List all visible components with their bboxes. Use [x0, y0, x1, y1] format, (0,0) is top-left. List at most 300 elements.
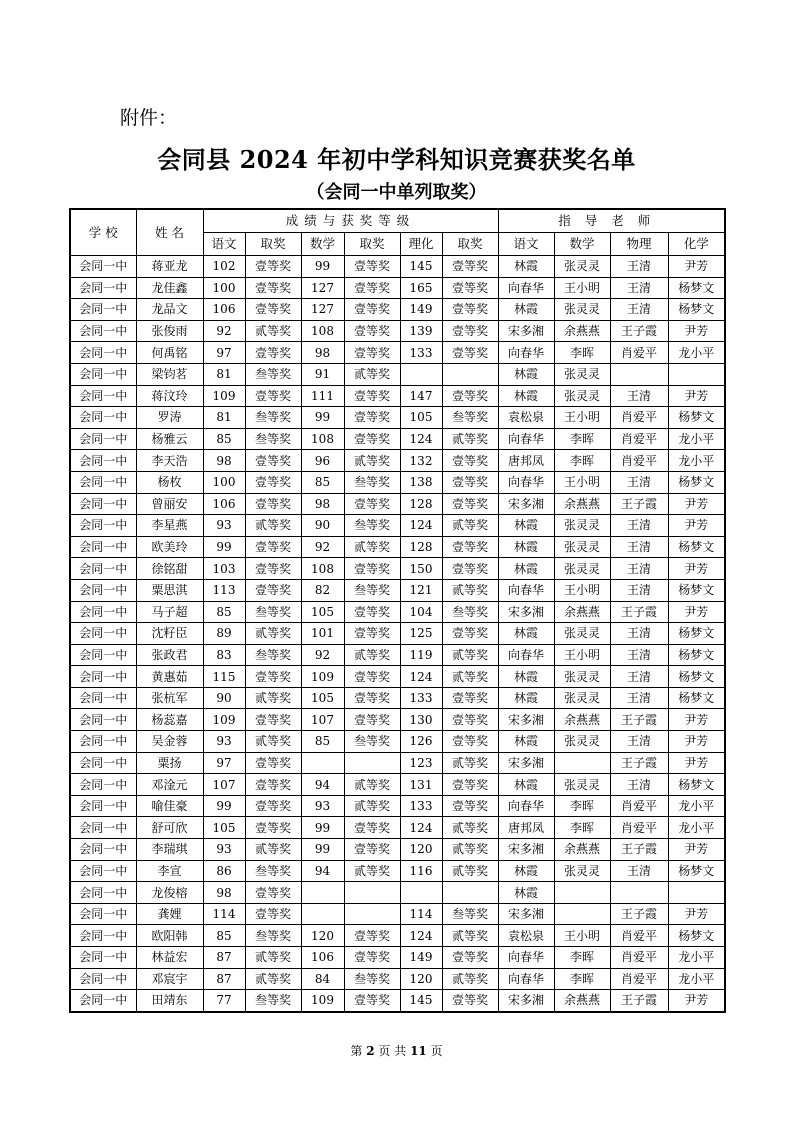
table-row	[70, 536, 725, 558]
science-score-cell: 120	[400, 839, 442, 861]
math-score-cell: 120	[301, 925, 344, 947]
name-cell: 龙俊榕	[136, 882, 203, 904]
teacher-physics-cell: 王清	[610, 256, 668, 278]
math-score-cell: 98	[301, 342, 344, 364]
science-award-cell: 壹等奖	[442, 990, 498, 1012]
teacher-chemistry-cell: 龙小平	[668, 968, 725, 990]
science-score-cell: 138	[400, 471, 442, 493]
chinese-score-cell: 81	[203, 407, 245, 429]
chinese-award-cell: 叁等奖	[245, 925, 301, 947]
name-cell: 杨雅云	[136, 428, 203, 450]
chinese-score-cell: 97	[203, 342, 245, 364]
teacher-math-cell: 王小明	[554, 277, 610, 299]
teacher-math-cell: 余燕燕	[554, 493, 610, 515]
header-school: 学 校	[70, 209, 136, 256]
teacher-physics-cell: 肖爱平	[610, 342, 668, 364]
name-cell: 张政君	[136, 644, 203, 666]
table-row	[70, 623, 725, 645]
science-score-cell	[400, 882, 442, 904]
school-cell: 会同一中	[70, 342, 136, 364]
science-score-cell: 124	[400, 666, 442, 688]
chinese-score-cell: 102	[203, 256, 245, 278]
math-award-cell: 贰等奖	[344, 795, 400, 817]
science-award-cell: 贰等奖	[442, 515, 498, 537]
math-score-cell	[301, 903, 344, 925]
teacher-chemistry-cell: 杨梦文	[668, 471, 725, 493]
math-score-cell: 108	[301, 320, 344, 342]
science-award-cell: 壹等奖	[442, 299, 498, 321]
name-cell: 邓宸宇	[136, 968, 203, 990]
teacher-math-cell: 王小明	[554, 471, 610, 493]
table-row	[70, 407, 725, 429]
name-cell: 李星燕	[136, 515, 203, 537]
teacher-physics-cell: 肖爱平	[610, 450, 668, 472]
science-score-cell: 139	[400, 320, 442, 342]
science-score-cell: 126	[400, 731, 442, 753]
teacher-chinese-cell: 袁松泉	[498, 407, 554, 429]
teacher-physics-cell: 王子霞	[610, 903, 668, 925]
science-score-cell	[400, 363, 442, 385]
math-award-cell: 壹等奖	[344, 623, 400, 645]
teacher-chemistry-cell: 尹芳	[668, 903, 725, 925]
chinese-award-cell: 壹等奖	[245, 450, 301, 472]
table-row	[70, 644, 725, 666]
table-row	[70, 363, 725, 385]
table-row	[70, 385, 725, 407]
school-cell: 会同一中	[70, 450, 136, 472]
chinese-award-cell: 叁等奖	[245, 644, 301, 666]
math-score-cell: 99	[301, 407, 344, 429]
chinese-score-cell: 89	[203, 623, 245, 645]
science-score-cell: 121	[400, 579, 442, 601]
math-award-cell: 壹等奖	[344, 925, 400, 947]
chinese-award-cell: 壹等奖	[245, 558, 301, 580]
school-cell: 会同一中	[70, 774, 136, 796]
math-score-cell: 96	[301, 450, 344, 472]
table-row	[70, 558, 725, 580]
footer-page-number: 2	[366, 1044, 375, 1058]
chinese-award-cell: 壹等奖	[245, 536, 301, 558]
teacher-math-cell: 张灵灵	[554, 774, 610, 796]
chinese-score-cell: 98	[203, 882, 245, 904]
teacher-physics-cell: 王清	[610, 623, 668, 645]
science-award-cell: 壹等奖	[442, 450, 498, 472]
teacher-physics-cell: 王清	[610, 666, 668, 688]
chinese-award-cell: 叁等奖	[245, 990, 301, 1012]
table-row	[70, 774, 725, 796]
chinese-award-cell: 叁等奖	[245, 860, 301, 882]
teacher-chemistry-cell: 龙小平	[668, 428, 725, 450]
math-score-cell: 99	[301, 817, 344, 839]
science-score-cell: 150	[400, 558, 442, 580]
math-award-cell: 叁等奖	[344, 968, 400, 990]
science-score-cell: 131	[400, 774, 442, 796]
teacher-math-cell: 张灵灵	[554, 623, 610, 645]
chinese-award-cell: 壹等奖	[245, 471, 301, 493]
math-award-cell: 贰等奖	[344, 536, 400, 558]
header-teacher-math: 数学	[554, 233, 610, 256]
school-cell: 会同一中	[70, 709, 136, 731]
chinese-score-cell: 83	[203, 644, 245, 666]
teacher-chinese-cell: 宋多湘	[498, 320, 554, 342]
science-award-cell: 壹等奖	[442, 623, 498, 645]
math-award-cell: 壹等奖	[344, 990, 400, 1012]
math-award-cell: 壹等奖	[344, 601, 400, 623]
chinese-award-cell: 壹等奖	[245, 752, 301, 774]
teacher-chemistry-cell: 杨梦文	[668, 687, 725, 709]
math-award-cell: 壹等奖	[344, 666, 400, 688]
math-award-cell: 壹等奖	[344, 428, 400, 450]
chinese-award-cell: 贰等奖	[245, 515, 301, 537]
teacher-math-cell: 张灵灵	[554, 666, 610, 688]
chinese-award-cell: 贰等奖	[245, 623, 301, 645]
name-cell: 吴金蓉	[136, 731, 203, 753]
teacher-chinese-cell: 林霞	[498, 558, 554, 580]
chinese-score-cell: 87	[203, 968, 245, 990]
chinese-score-cell: 90	[203, 687, 245, 709]
header-chinese-score: 语文	[203, 233, 245, 256]
teacher-chemistry-cell: 杨梦文	[668, 277, 725, 299]
chinese-score-cell: 98	[203, 450, 245, 472]
teacher-physics-cell: 王清	[610, 687, 668, 709]
teacher-math-cell: 张灵灵	[554, 687, 610, 709]
science-award-cell: 壹等奖	[442, 536, 498, 558]
teacher-math-cell: 张灵灵	[554, 256, 610, 278]
school-cell: 会同一中	[70, 882, 136, 904]
chinese-score-cell: 85	[203, 428, 245, 450]
teacher-chemistry-cell: 尹芳	[668, 385, 725, 407]
name-cell: 李瑞琪	[136, 839, 203, 861]
chinese-award-cell: 壹等奖	[245, 795, 301, 817]
teacher-chinese-cell: 唐邦凤	[498, 817, 554, 839]
math-score-cell: 92	[301, 536, 344, 558]
teacher-chinese-cell: 宋多湘	[498, 601, 554, 623]
teacher-physics-cell: 肖爱平	[610, 817, 668, 839]
teacher-physics-cell: 肖爱平	[610, 947, 668, 969]
math-score-cell: 91	[301, 363, 344, 385]
math-score-cell: 98	[301, 493, 344, 515]
name-cell: 杨蕊嘉	[136, 709, 203, 731]
math-score-cell: 85	[301, 731, 344, 753]
math-score-cell: 94	[301, 774, 344, 796]
math-score-cell: 108	[301, 428, 344, 450]
table-row	[70, 450, 725, 472]
teacher-chemistry-cell: 杨梦文	[668, 860, 725, 882]
teacher-chemistry-cell: 龙小平	[668, 450, 725, 472]
science-award-cell: 壹等奖	[442, 342, 498, 364]
teacher-physics-cell: 王子霞	[610, 320, 668, 342]
chinese-award-cell: 叁等奖	[245, 363, 301, 385]
teacher-math-cell: 王小明	[554, 579, 610, 601]
table-row	[70, 882, 725, 904]
school-cell: 会同一中	[70, 277, 136, 299]
math-score-cell: 90	[301, 515, 344, 537]
teacher-math-cell: 李晖	[554, 947, 610, 969]
teacher-chemistry-cell: 杨梦文	[668, 299, 725, 321]
name-cell: 粟思淇	[136, 579, 203, 601]
chinese-score-cell: 114	[203, 903, 245, 925]
chinese-score-cell: 109	[203, 385, 245, 407]
science-score-cell: 104	[400, 601, 442, 623]
science-award-cell: 壹等奖	[442, 558, 498, 580]
teacher-chinese-cell: 宋多湘	[498, 752, 554, 774]
math-award-cell: 壹等奖	[344, 558, 400, 580]
teacher-chinese-cell: 林霞	[498, 774, 554, 796]
table-header	[70, 209, 725, 256]
footer-total-pages: 11	[410, 1044, 427, 1058]
science-award-cell: 贰等奖	[442, 968, 498, 990]
science-score-cell: 120	[400, 968, 442, 990]
math-score-cell: 82	[301, 579, 344, 601]
name-cell: 粟扬	[136, 752, 203, 774]
teacher-chinese-cell: 林霞	[498, 256, 554, 278]
table-row	[70, 601, 725, 623]
table-row	[70, 709, 725, 731]
chinese-score-cell: 113	[203, 579, 245, 601]
chinese-award-cell: 壹等奖	[245, 666, 301, 688]
teacher-math-cell	[554, 882, 610, 904]
teacher-chemistry-cell: 尹芳	[668, 256, 725, 278]
table-row	[70, 817, 725, 839]
teacher-chinese-cell: 向春华	[498, 579, 554, 601]
teacher-chemistry-cell: 尹芳	[668, 731, 725, 753]
table-row	[70, 493, 725, 515]
name-cell: 舒可欣	[136, 817, 203, 839]
science-award-cell: 贰等奖	[442, 579, 498, 601]
chinese-award-cell: 叁等奖	[245, 428, 301, 450]
teacher-chemistry-cell: 杨梦文	[668, 644, 725, 666]
science-score-cell: 145	[400, 256, 442, 278]
award-table	[69, 208, 726, 1013]
chinese-score-cell: 107	[203, 774, 245, 796]
teacher-chinese-cell: 宋多湘	[498, 709, 554, 731]
teacher-chemistry-cell: 尹芳	[668, 839, 725, 861]
math-score-cell: 109	[301, 990, 344, 1012]
science-award-cell: 贰等奖	[442, 860, 498, 882]
school-cell: 会同一中	[70, 579, 136, 601]
table-body	[70, 256, 725, 1012]
math-award-cell: 壹等奖	[344, 817, 400, 839]
school-cell: 会同一中	[70, 407, 136, 429]
school-cell: 会同一中	[70, 752, 136, 774]
math-score-cell: 107	[301, 709, 344, 731]
table-row	[70, 320, 725, 342]
teacher-math-cell: 李晖	[554, 795, 610, 817]
teacher-math-cell: 余燕燕	[554, 320, 610, 342]
teacher-chemistry-cell: 杨梦文	[668, 579, 725, 601]
school-cell: 会同一中	[70, 925, 136, 947]
name-cell: 龙品文	[136, 299, 203, 321]
table-row	[70, 731, 725, 753]
header-math-award: 取奖	[344, 233, 400, 256]
math-score-cell: 109	[301, 666, 344, 688]
school-cell: 会同一中	[70, 968, 136, 990]
math-award-cell	[344, 882, 400, 904]
teacher-chemistry-cell: 杨梦文	[668, 407, 725, 429]
chinese-award-cell: 壹等奖	[245, 256, 301, 278]
teacher-chemistry-cell: 尹芳	[668, 752, 725, 774]
teacher-physics-cell: 王清	[610, 731, 668, 753]
chinese-score-cell: 85	[203, 601, 245, 623]
teacher-physics-cell	[610, 363, 668, 385]
footer-prefix: 第	[350, 1044, 363, 1058]
math-score-cell	[301, 752, 344, 774]
math-score-cell: 94	[301, 860, 344, 882]
teacher-chinese-cell: 林霞	[498, 363, 554, 385]
school-cell: 会同一中	[70, 666, 136, 688]
teacher-physics-cell: 王清	[610, 644, 668, 666]
math-award-cell: 壹等奖	[344, 947, 400, 969]
chinese-score-cell: 100	[203, 471, 245, 493]
math-score-cell: 93	[301, 795, 344, 817]
science-score-cell: 133	[400, 687, 442, 709]
science-score-cell: 130	[400, 709, 442, 731]
header-teacher-chemistry: 化学	[668, 233, 725, 256]
science-award-cell: 贰等奖	[442, 817, 498, 839]
teacher-chinese-cell: 林霞	[498, 536, 554, 558]
table-row	[70, 666, 725, 688]
math-award-cell: 壹等奖	[344, 709, 400, 731]
teacher-math-cell: 张灵灵	[554, 363, 610, 385]
school-cell: 会同一中	[70, 990, 136, 1012]
chinese-award-cell: 壹等奖	[245, 903, 301, 925]
table-row	[70, 471, 725, 493]
math-score-cell: 85	[301, 471, 344, 493]
math-score-cell: 99	[301, 256, 344, 278]
teacher-chemistry-cell: 龙小平	[668, 342, 725, 364]
chinese-award-cell: 贰等奖	[245, 320, 301, 342]
teacher-math-cell: 王小明	[554, 925, 610, 947]
teacher-physics-cell: 肖爱平	[610, 925, 668, 947]
chinese-score-cell: 99	[203, 536, 245, 558]
teacher-chinese-cell: 袁松泉	[498, 925, 554, 947]
science-score-cell: 165	[400, 277, 442, 299]
science-award-cell	[442, 882, 498, 904]
header-math-score: 数学	[301, 233, 344, 256]
teacher-math-cell: 张灵灵	[554, 385, 610, 407]
teacher-chemistry-cell: 杨梦文	[668, 536, 725, 558]
teacher-chinese-cell: 林霞	[498, 385, 554, 407]
name-cell: 龙佳鑫	[136, 277, 203, 299]
chinese-score-cell: 99	[203, 795, 245, 817]
name-cell: 蒋汶玲	[136, 385, 203, 407]
teacher-chinese-cell: 向春华	[498, 644, 554, 666]
chinese-score-cell: 103	[203, 558, 245, 580]
math-award-cell: 壹等奖	[344, 407, 400, 429]
chinese-score-cell: 106	[203, 299, 245, 321]
header-chinese-award: 取奖	[245, 233, 301, 256]
chinese-award-cell: 壹等奖	[245, 774, 301, 796]
teacher-chinese-cell: 林霞	[498, 515, 554, 537]
science-score-cell: 133	[400, 342, 442, 364]
teacher-math-cell	[554, 903, 610, 925]
teacher-physics-cell	[610, 882, 668, 904]
chinese-award-cell: 贰等奖	[245, 731, 301, 753]
science-award-cell: 贰等奖	[442, 644, 498, 666]
school-cell: 会同一中	[70, 363, 136, 385]
teacher-chemistry-cell	[668, 363, 725, 385]
math-score-cell: 108	[301, 558, 344, 580]
science-award-cell: 叁等奖	[442, 407, 498, 429]
teacher-physics-cell: 王子霞	[610, 493, 668, 515]
teacher-chemistry-cell: 尹芳	[668, 709, 725, 731]
science-score-cell: 149	[400, 299, 442, 321]
name-cell: 黄惠茹	[136, 666, 203, 688]
teacher-math-cell: 李晖	[554, 450, 610, 472]
science-award-cell: 壹等奖	[442, 493, 498, 515]
teacher-math-cell: 张灵灵	[554, 536, 610, 558]
name-cell: 杨枚	[136, 471, 203, 493]
chinese-award-cell: 叁等奖	[245, 407, 301, 429]
math-award-cell: 贰等奖	[344, 774, 400, 796]
teacher-math-cell: 李晖	[554, 342, 610, 364]
math-score-cell: 127	[301, 299, 344, 321]
header-name: 姓 名	[136, 209, 203, 256]
name-cell: 欧美玲	[136, 536, 203, 558]
science-award-cell: 壹等奖	[442, 947, 498, 969]
teacher-math-cell: 王小明	[554, 644, 610, 666]
school-cell: 会同一中	[70, 795, 136, 817]
chinese-score-cell: 93	[203, 839, 245, 861]
name-cell: 蒋亚龙	[136, 256, 203, 278]
science-award-cell: 叁等奖	[442, 903, 498, 925]
teacher-math-cell: 余燕燕	[554, 709, 610, 731]
science-award-cell: 贰等奖	[442, 839, 498, 861]
school-cell: 会同一中	[70, 256, 136, 278]
teacher-chemistry-cell: 龙小平	[668, 947, 725, 969]
teacher-physics-cell: 肖爱平	[610, 407, 668, 429]
chinese-score-cell: 106	[203, 493, 245, 515]
science-award-cell: 叁等奖	[442, 601, 498, 623]
name-cell: 田靖东	[136, 990, 203, 1012]
name-cell: 李宣	[136, 860, 203, 882]
math-award-cell: 壹等奖	[344, 277, 400, 299]
name-cell: 何禹铭	[136, 342, 203, 364]
name-cell: 喻佳豪	[136, 795, 203, 817]
name-cell: 林益宏	[136, 947, 203, 969]
science-score-cell: 132	[400, 450, 442, 472]
science-score-cell: 114	[400, 903, 442, 925]
teacher-math-cell: 余燕燕	[554, 601, 610, 623]
teacher-chinese-cell: 林霞	[498, 687, 554, 709]
teacher-math-cell: 张灵灵	[554, 299, 610, 321]
school-cell: 会同一中	[70, 385, 136, 407]
footer-middle: 页 共	[378, 1044, 407, 1058]
math-score-cell: 111	[301, 385, 344, 407]
math-score-cell: 105	[301, 687, 344, 709]
science-award-cell: 壹等奖	[442, 687, 498, 709]
science-score-cell: 128	[400, 536, 442, 558]
chinese-score-cell: 115	[203, 666, 245, 688]
teacher-math-cell: 张灵灵	[554, 558, 610, 580]
chinese-score-cell: 100	[203, 277, 245, 299]
teacher-physics-cell: 王清	[610, 299, 668, 321]
table-row	[70, 839, 725, 861]
science-award-cell: 壹等奖	[442, 256, 498, 278]
school-cell: 会同一中	[70, 860, 136, 882]
teacher-chemistry-cell: 尹芳	[668, 493, 725, 515]
chinese-score-cell: 85	[203, 925, 245, 947]
document-title: 会同县 2024 年初中学科知识竞赛获奖名单	[157, 145, 636, 174]
teacher-physics-cell: 肖爱平	[610, 795, 668, 817]
math-score-cell: 92	[301, 644, 344, 666]
teacher-chinese-cell: 唐邦凤	[498, 450, 554, 472]
teacher-chinese-cell: 向春华	[498, 795, 554, 817]
school-cell: 会同一中	[70, 299, 136, 321]
teacher-math-cell: 李晖	[554, 968, 610, 990]
school-cell: 会同一中	[70, 320, 136, 342]
name-cell: 徐铭甜	[136, 558, 203, 580]
